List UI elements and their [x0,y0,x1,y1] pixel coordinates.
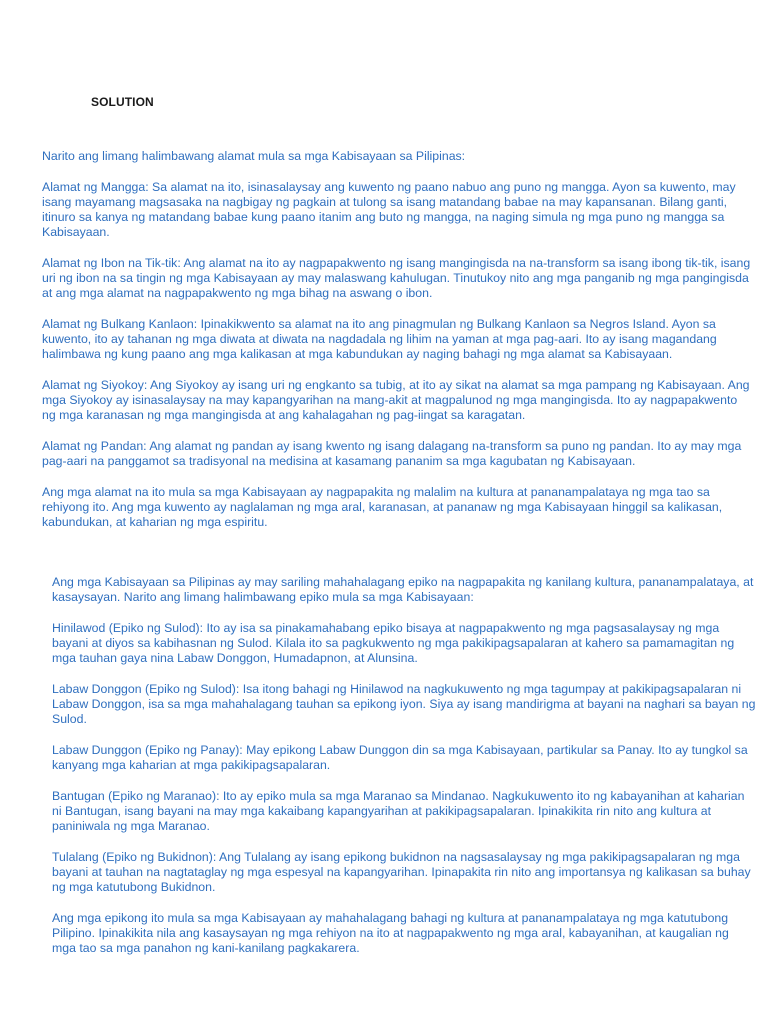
paragraph-tulalang: Tulalang (Epiko ng Bukidnon): Ang Tulalang ay isang epikong bukidnon na nagsasalaysay ng mga pakikipagsapalaran ng mga bayani at tauhan na nagtataglay ng mga espesyal na kapangyarihan. Ipinapakita rin nito ang importansya ng kalikasan sa buhay ng mga katutubong Bukidnon. [52,850,751,894]
paragraph-mangga: Alamat ng Mangga: Sa alamat na ito, isinasalaysay ang kuwento ng paano nabuo ang puno ng mangga. Ayon sa kuwento, may isang mayamang magsasaka na nagbigay ng pagkain at tulong sa isang matandang babae na may kapansanan. Bilang ganti, itinuro sa kanya ng matandang babae kung paano itanim ang buto ng mangga, na naging simula ng mga puno ng mangga sa Kabisayaan. [42,180,736,239]
paragraph-hinilawod: Hinilawod (Epiko ng Sulod): Ito ay isa sa pinakamahabang epiko bisaya at nagpapakwento ng mga pagsasalaysay ng mga bayani at diyos sa kabihasnan ng Sulod. Kilala ito sa pagkukwento ng mga pakikipagsapalaran at kahero sa pamamagitan ng mga tauhan gaya nina Labaw Donggon, Humadapnon, at Alunsina. [52,621,735,665]
epics-intro: Ang mga Kabisayaan sa Pilipinas ay may sariling mahahalagang epiko na nagpapakita ng kanilang kultura, pananampalataya, at kasaysayan. Narito ang limang halimbawang epiko mula sa mga Kabisayaan: [52,575,754,604]
paragraph-labaw-dunggon: Labaw Dunggon (Epiko ng Panay): May epikong Labaw Dunggon din sa mga Kabisayaan, partikular sa Panay. Ito ay tungkol sa kanyang mga kaharian at mga pakikipagsapalaran. [52,743,748,772]
paragraph-kanlaon: Alamat ng Bulkang Kanlaon: Ipinakikwento sa alamat na ito ang pinagmulan ng Bulkang Kanlaon sa Negros Island. Ayon sa kuwento, ito ay tahanan ng mga diwata at diwata na nagdadala ng lihim na yaman at mga pag-aari. Ito ay isang magandang halimbawa ng kung paano ang mga kalikasan at mga kabundukan ay naging bahagi ng mga alamat sa Kabisayaan. [42,317,717,361]
legends-conclusion: Ang mga alamat na ito mula sa mga Kabisayaan ay nagpapakita ng malalim na kultura at pananampalataya ng mga tao sa rehiyong ito. Ang mga kuwento ay naglalaman ng mga aral, karanasan, at pananaw ng mga Kabisayaan hinggil sa kalikasan, kabundukan, at kaharian ng mga espiritu. [42,485,723,529]
epics-conclusion: Ang mga epikong ito mula sa mga Kabisayaan ay mahahalagang bahagi ng kultura at pananampalataya ng mga katutubong Pilipino. Ipinakikita nila ang kasaysayan ng mga rehiyon na ito at nagpapakwento ng mga aral, kabayanihan, at kaugalian ng mga tao sa mga panahon ng kani-kanilang pagkakarera. [52,911,729,955]
epics-section [52,575,756,972]
paragraph-labaw-donggon: Labaw Donggon (Epiko ng Sulod): Isa itong bahagi ng Hinilawod na nagkukuwento ng mga tagumpay at pakikipagsapalaran ni Labaw Donggon, isa sa mga mahahalagang tauhan sa epikong iyon. Siya ay isang mandirigma at bayani na naghari sa bayan ng Sulod. [52,682,756,726]
legends-section [42,149,754,546]
page-heading: SOLUTION [91,95,154,109]
paragraph-tiktik: Alamat ng Ibon na Tik-tik: Ang alamat na ito ay nagpapakwento ng isang mangingisda na na-transform sa isang ibong tik-tik, isang uri ng ibon na sa tingin ng mga Kabisayaan ay may malaswang kahulugan. Tinutukoy nito ang mga panganib ng mga pangingisda at ang mga alamat na nagpapakwento ng mga bihag na aswang o ibon. [42,256,751,300]
paragraph-bantugan: Bantugan (Epiko ng Maranao): Ito ay epiko mula sa mga Maranao sa Mindanao. Nagkukuwento ito ng kabayanihan at kaharian ni Bantugan, isang bayani na may mga kakaibang kapangyarihan at pakikipagsapalaran. Ipinakikita rin nito ang kultura at paniniwala ng mga Maranao. [52,789,745,833]
paragraph-siyokoy: Alamat ng Siyokoy: Ang Siyokoy ay isang uri ng engkanto sa tubig, at ito ay sikat na alamat sa mga pampang ng Kabisayaan. Ang mga Siyokoy ay isinasalaysay na may kapangyarihan na mang-akit at magpalunod ng mga mangingisda. Ito ay nagpapakwento ng mga karanasan ng mga mangingisda at ang kahalagahan ng pag-iingat sa karagatan. [42,378,750,422]
intro-paragraph: Narito ang limang halimbawang alamat mula sa mga Kabisayaan sa Pilipinas: [42,149,466,163]
paragraph-pandan: Alamat ng Pandan: Ang alamat ng pandan ay isang kwento ng isang dalagang na-transform sa puno ng pandan. Ito ay may mga pag-aari na panggamot sa tradisyonal na medisina at kasamang pananim sa mga kagubatan ng Kabisayaan. [42,439,742,468]
